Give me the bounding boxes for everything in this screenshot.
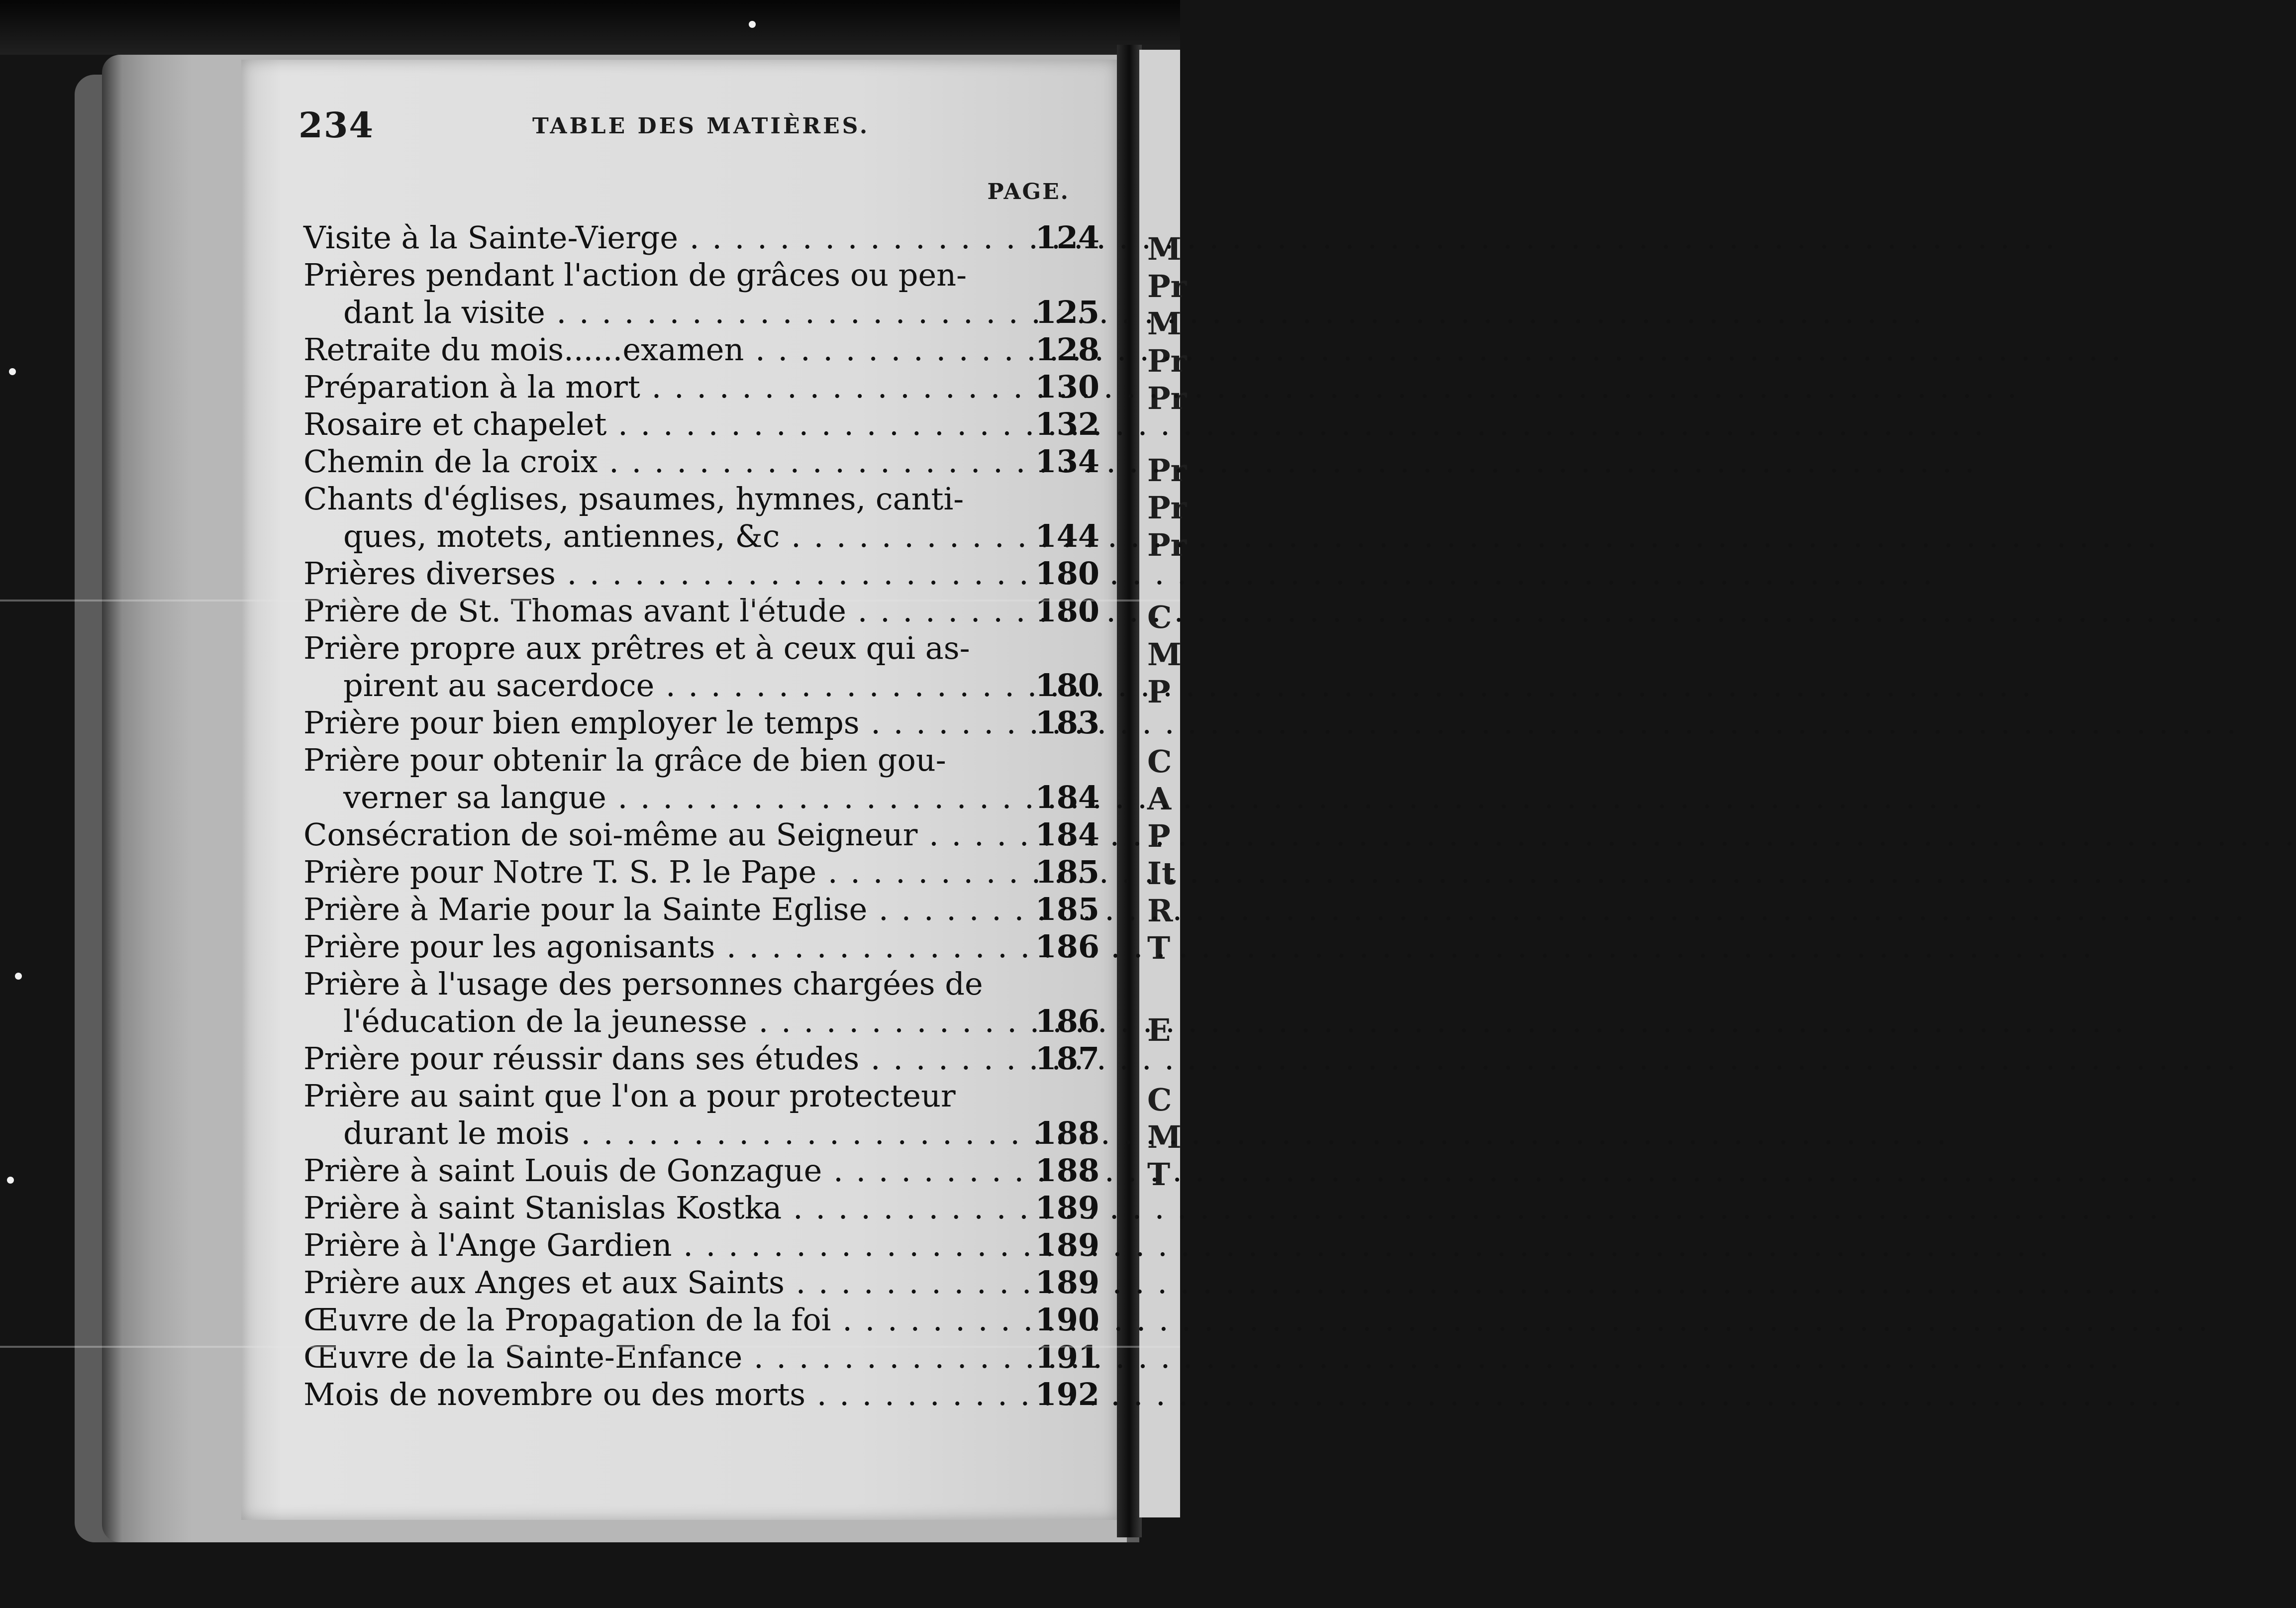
scan-speck bbox=[9, 368, 16, 375]
toc-entry bbox=[303, 1077, 1104, 1152]
toc-entry bbox=[303, 405, 1104, 443]
toc-entry-title-line: Consécration de soi-même au Seigneur . . . bbox=[303, 816, 1020, 853]
facing-page-text-fragment: M bbox=[1147, 636, 1182, 673]
toc-entry-title-line: Chants d'églises, psaumes, hymnes, canti- bbox=[303, 481, 964, 517]
scan-line-artifact bbox=[0, 1346, 1180, 1348]
page-title: TABLE DES MATIÈRES. bbox=[532, 113, 870, 139]
toc-entry bbox=[303, 891, 1104, 928]
toc-entry-title-line: dant la visite . . . bbox=[303, 294, 1020, 331]
toc-entry bbox=[303, 1376, 1104, 1413]
toc-entry-page-number: 186 bbox=[1035, 1003, 1099, 1039]
toc-entry-title-line: Prière au saint que l'on a pour protecteur bbox=[303, 1078, 956, 1114]
toc-entry-page-number: 128 bbox=[1035, 331, 1099, 368]
toc-entry-page-number: 189 bbox=[1035, 1227, 1099, 1263]
toc-entry bbox=[303, 1226, 1104, 1264]
toc-entry-title-line: Œuvre de la Sainte-Enfance . . . bbox=[303, 1338, 1020, 1376]
toc-entry-title-line: l'éducation de la jeunesse . . . bbox=[303, 1003, 1020, 1040]
toc-entry-title-line: Chemin de la croix . . . bbox=[303, 443, 1020, 480]
toc-entry-title-line: Prière pour Notre T. S. P. le Pape . . . bbox=[303, 853, 1020, 891]
toc-entry-page-number: 124 bbox=[1035, 219, 1099, 256]
toc-entry bbox=[303, 555, 1104, 592]
toc-entry-title-line: Prière pour bien employer le temps . . . bbox=[303, 704, 1020, 741]
toc-entry bbox=[303, 368, 1104, 405]
toc-entry bbox=[303, 965, 1104, 1040]
toc-entry bbox=[303, 256, 1104, 331]
facing-page-text-fragment: P bbox=[1147, 674, 1171, 710]
table-of-contents bbox=[303, 219, 1104, 1413]
facing-page-text-fragment: Pr bbox=[1147, 268, 1187, 304]
toc-entry-title-line: Préparation à la mort . . . bbox=[303, 368, 1020, 405]
toc-entry-title-line: Rosaire et chapelet . . . bbox=[303, 405, 1020, 443]
scan-line-artifact bbox=[0, 600, 1180, 602]
toc-entry bbox=[303, 853, 1104, 891]
toc-entry-title-line: Prières diverses . . . bbox=[303, 555, 1020, 592]
toc-entry-page-number: 188 bbox=[1035, 1115, 1099, 1151]
toc-entry-title-line: Prière à Marie pour la Sainte Eglise . . . bbox=[303, 891, 1020, 928]
toc-entry-page-number: 189 bbox=[1035, 1190, 1099, 1226]
toc-entry-page-number: 192 bbox=[1035, 1376, 1099, 1412]
toc-entry bbox=[303, 331, 1104, 368]
toc-entry-title-line: Prière pour obtenir la grâce de bien gou- bbox=[303, 742, 946, 778]
toc-entry bbox=[303, 592, 1104, 629]
facing-page-text-fragment: C bbox=[1147, 599, 1172, 635]
toc-entry-page-number: 125 bbox=[1035, 294, 1099, 330]
toc-entry bbox=[303, 741, 1104, 816]
page-column-label: PAGE. bbox=[987, 179, 1070, 204]
toc-entry-page-number: 134 bbox=[1035, 443, 1099, 480]
toc-entry-page-number: 191 bbox=[1035, 1339, 1099, 1375]
facing-page-text-fragment: Pr bbox=[1147, 527, 1187, 563]
toc-entry bbox=[303, 1301, 1104, 1338]
toc-entry-title-line: Prière de St. Thomas avant l'étude . . . bbox=[303, 592, 1020, 629]
facing-page-text-fragment: Pr bbox=[1147, 452, 1187, 489]
toc-entry bbox=[303, 1152, 1104, 1189]
scan-speck bbox=[7, 1177, 14, 1184]
toc-entry-title-line: durant le mois . . . bbox=[303, 1114, 1020, 1152]
toc-entry-page-number: 188 bbox=[1035, 1152, 1099, 1189]
toc-entry-title-line: Œuvre de la Propagation de la foi . . . bbox=[303, 1301, 1020, 1338]
toc-entry-page-number: 180 bbox=[1035, 593, 1099, 629]
toc-entry bbox=[303, 1189, 1104, 1226]
toc-entry bbox=[303, 928, 1104, 965]
facing-page-text-fragment: M bbox=[1147, 1119, 1182, 1155]
toc-entry-page-number: 132 bbox=[1035, 406, 1099, 442]
toc-entry-page-number: 180 bbox=[1035, 667, 1099, 704]
toc-entry-title-line: Prière à saint Stanislas Kostka . . . bbox=[303, 1189, 1020, 1226]
toc-entry bbox=[303, 1040, 1104, 1077]
toc-entry-page-number: 185 bbox=[1035, 891, 1099, 927]
toc-entry-page-number: 183 bbox=[1035, 704, 1099, 741]
facing-page-text-fragment: Pr bbox=[1147, 490, 1187, 526]
toc-entry bbox=[303, 219, 1104, 256]
toc-entry-title-line: Mois de novembre ou des morts . . . bbox=[303, 1376, 1020, 1413]
running-head bbox=[299, 104, 1070, 204]
toc-entry bbox=[303, 443, 1104, 480]
facing-page-text-fragment: M bbox=[1147, 231, 1182, 267]
toc-entry-title-line: Retraite du mois......examen . . . bbox=[303, 331, 1020, 368]
toc-entry-title-line: pirent au sacerdoce . . . bbox=[303, 667, 1020, 704]
toc-entry bbox=[303, 480, 1104, 555]
facing-page-text-fragment: C bbox=[1147, 743, 1172, 780]
facing-page-text-fragment: T bbox=[1147, 930, 1171, 966]
toc-entry-page-number: 189 bbox=[1035, 1264, 1099, 1301]
toc-entry-page-number: 185 bbox=[1035, 854, 1099, 890]
toc-entry-title-line: Prière propre aux prêtres et à ceux qui as- bbox=[303, 630, 970, 666]
scan-speck bbox=[749, 21, 756, 28]
toc-entry bbox=[303, 704, 1104, 741]
toc-entry bbox=[303, 1338, 1104, 1376]
toc-entry-page-number: 190 bbox=[1035, 1302, 1099, 1338]
facing-page-text-fragment: A bbox=[1147, 781, 1172, 817]
page-number: 234 bbox=[299, 104, 375, 146]
scan-speck bbox=[15, 973, 22, 980]
toc-entry-page-number: 130 bbox=[1035, 369, 1099, 405]
toc-entry-title-line: Prière à l'Ange Gardien . . . bbox=[303, 1226, 1020, 1264]
toc-entry-page-number: 184 bbox=[1035, 816, 1099, 853]
facing-page-text-fragment: Pr bbox=[1147, 380, 1187, 416]
facing-page-text-fragment: M bbox=[1147, 305, 1182, 342]
facing-page-text-fragment: T bbox=[1147, 1156, 1171, 1193]
toc-entry-title-line: Prière à l'usage des personnes chargées de bbox=[303, 966, 983, 1002]
toc-entry-title-line: verner sa langue . . . bbox=[303, 779, 1020, 816]
facing-page-text-fragment: It bbox=[1147, 855, 1176, 892]
toc-entry bbox=[303, 816, 1104, 853]
toc-entry-title-line: Prière aux Anges et aux Saints . . . bbox=[303, 1264, 1020, 1301]
toc-entry-title-line: Prières pendant l'action de grâces ou pen- bbox=[303, 257, 967, 293]
toc-entry-page-number: 180 bbox=[1035, 555, 1099, 592]
scan-border bbox=[0, 0, 1180, 55]
facing-page-text-fragment: P bbox=[1147, 818, 1171, 854]
toc-entry-title-line: ques, motets, antiennes, &c . . . bbox=[303, 517, 1020, 555]
toc-entry-page-number: 187 bbox=[1035, 1040, 1099, 1077]
facing-page-text-fragment: E bbox=[1147, 1012, 1171, 1048]
toc-entry-title-line: Prière pour les agonisants . . . bbox=[303, 928, 1020, 965]
facing-page-text-fragment: R bbox=[1147, 893, 1173, 929]
toc-entry-page-number: 184 bbox=[1035, 779, 1099, 815]
toc-entry bbox=[303, 1264, 1104, 1301]
toc-entry-page-number: 186 bbox=[1035, 928, 1099, 965]
toc-entry-page-number: 144 bbox=[1035, 518, 1099, 554]
facing-page-text-fragment: Pr bbox=[1147, 343, 1187, 379]
toc-entry-title-line: Prière pour réussir dans ses études . . . bbox=[303, 1040, 1020, 1077]
toc-entry-title-line: Prière à saint Louis de Gonzague . . . bbox=[303, 1152, 1020, 1189]
toc-entry-title-line: Visite à la Sainte-Vierge . . . bbox=[303, 219, 1020, 256]
toc-entry bbox=[303, 629, 1104, 704]
facing-page-text-fragment: C bbox=[1147, 1082, 1172, 1118]
